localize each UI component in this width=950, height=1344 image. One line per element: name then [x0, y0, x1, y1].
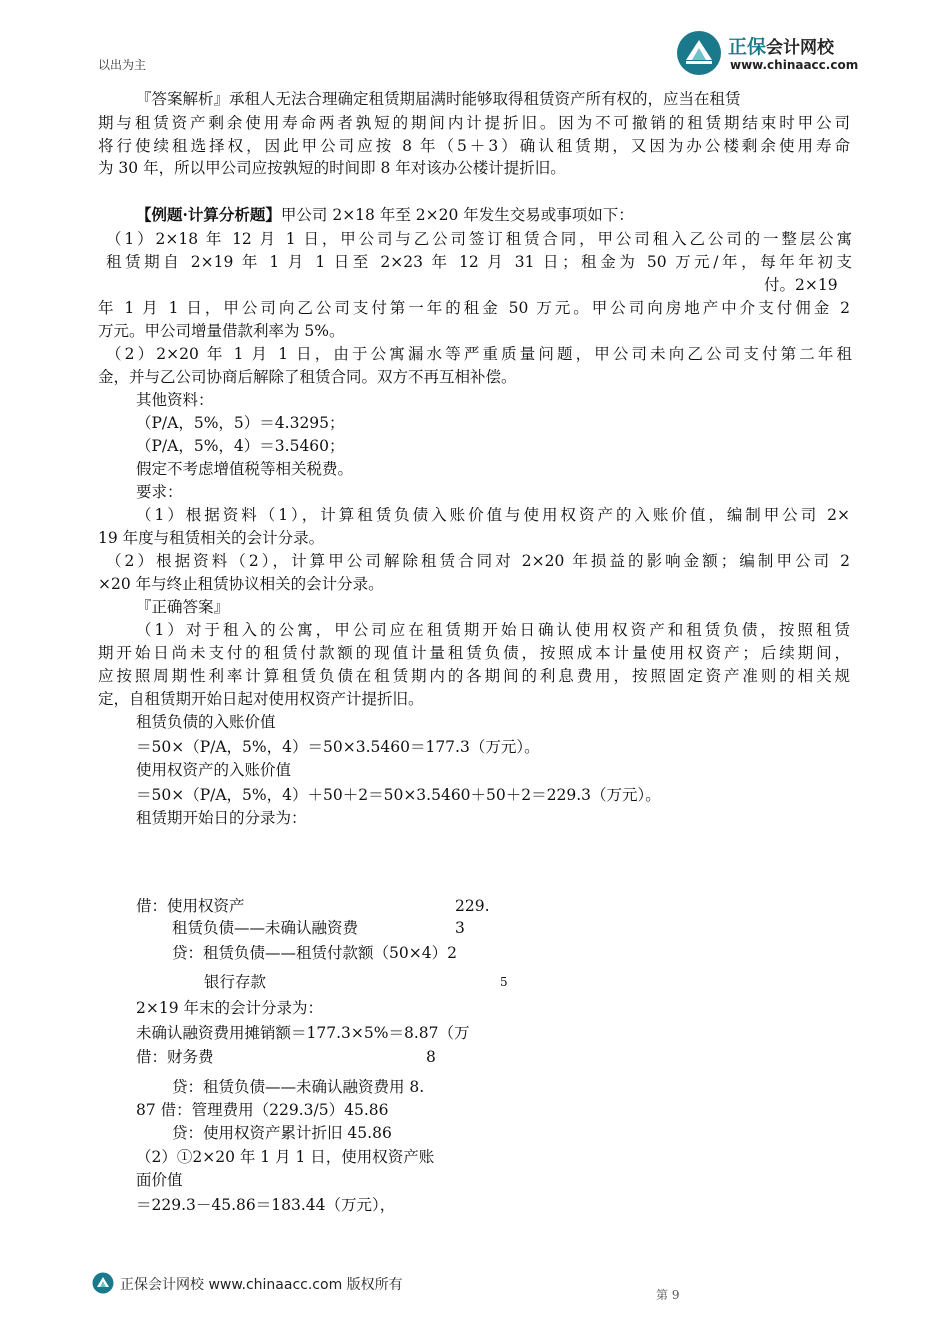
entry-credit-liability: 贷：租赁负债——租赁付款额（50×4）2: [172, 944, 457, 962]
brand-logo[interactable]: [676, 28, 866, 76]
rou-asset-formula: ＝50×（P/A，5%，4）＋50＋2＝50×3.5460＋50＋2＝229.3（万元）。: [136, 786, 661, 804]
answer-line-4: 定，自租赁期开始日起对使用权资产计提折旧。: [98, 690, 424, 708]
tax-assumption: 假定不考虑增值税等相关税费。: [136, 460, 354, 478]
item2-line-1: （2）2×20 年 1 月 1 日，由于公寓漏水等严重质量问题，甲公司未向乙公司支付第二年租: [106, 345, 852, 363]
item1-line-2: 租赁期自 2×19 年 1 月 1 日至 2×23 年 12 月 31 日；租金为 50 万元/年，每年年初支: [106, 253, 852, 271]
explanation-line-3: 将行使续租选择权，因此甲公司应按 8 年（5＋3）确认租赁期，又因为办公楼剩余使用寿命: [98, 137, 850, 155]
part2-line-1: （2）①2×20 年 1 月 1 日，使用权资产账: [136, 1148, 435, 1166]
entry-credit-bank: 银行存款: [204, 973, 267, 991]
formula-pa-5: （P/A，5%，5）＝4.3295；: [136, 414, 345, 432]
item2-line-2: 金，并与乙公司协商后解除了租赁合同。双方不再互相补偿。: [98, 368, 517, 386]
entry-debit-rou: 借：使用权资产: [136, 897, 245, 915]
explanation-line-1: 『答案解析』承租人无法合理确定租赁期届满时能够取得租赁资产所有权的，应当在租赁: [136, 90, 741, 108]
explanation-line-2: 期与租赁资产剩余使用寿命两者孰短的期间内计提折旧。因为不可撤销的租赁期结束时甲公司: [98, 114, 850, 132]
part2-line-2: 面价值: [136, 1171, 183, 1189]
req1-line-1: （1）根据资料（1），计算租赁负债入账价值与使用权资产的入账价值，编制甲公司 2×: [136, 506, 850, 524]
item1-line-4: 年 1 月 1 日，甲公司向乙公司支付第一年的租金 50 万元。甲公司向房地产中介支付佣金 2: [98, 299, 850, 317]
logo-name: 正保: [728, 36, 767, 58]
entry-debit-rou-amount: 229.: [455, 897, 490, 915]
requirements-label: 要求：: [136, 483, 183, 501]
cut-off-heading: 以出为主: [98, 58, 147, 72]
logo-name-suffix: 会计网校: [766, 38, 835, 58]
answer-line-2: 期开始日尚未支付的租赁付款额的现值计量租赁负债，按照成本计量使用权资产；后续期间，: [98, 644, 850, 662]
item1-line-3: 付。2×19: [764, 276, 838, 294]
example-heading: [136, 204, 634, 226]
entry-debit-finance: 借：财务费: [136, 1048, 214, 1066]
footer-copyright: 正保会计网校 www.chinaacc.com 版权所有: [120, 1277, 403, 1293]
part2-line-3: ＝229.3－45.86＝183.44（万元），: [136, 1196, 396, 1214]
entry-debit-unrecognized: 租赁负债——未确认融资费: [172, 919, 359, 937]
entry-intro: 租赁期开始日的分录为：: [136, 809, 307, 827]
lease-liability-formula: ＝50×（P/A，5%，4）＝50×3.5460＝177.3（万元）。: [136, 738, 540, 756]
logo-title: [728, 32, 834, 59]
req2-line-1: （2）根据资料（2），计算甲公司解除租赁合同对 2×20 年损益的影响金额；编制甲公司 2: [106, 552, 850, 570]
entry-debit-admin: 87 借：管理费用（229.3/5）45.86: [136, 1101, 389, 1119]
entry-credit-depreciation: 贷：使用权资产累计折旧 45.86: [172, 1124, 392, 1142]
amortization-formula: 未确认融资费用摊销额＝177.3×5%＝8.87（万: [136, 1024, 470, 1042]
req1-line-2: 19 年度与租赁相关的会计分录。: [98, 529, 325, 547]
logo-url: www.chinaacc.com: [730, 58, 859, 72]
example-intro: 甲公司 2×18 年至 2×20 年发生交易或事项如下：: [280, 206, 634, 224]
footer: [92, 1270, 452, 1296]
rou-asset-label: 使用权资产的入账价值: [136, 761, 292, 779]
year-end-entry-heading: 2×19 年末的会计分录为：: [136, 999, 323, 1017]
answer-line-3: 应按照周期性利率计算租赁负债在租赁期内的各期间的利息费用，按照固定资产准则的相关规: [98, 667, 850, 685]
footer-logo-icon: [92, 1272, 114, 1294]
req2-line-2: ×20 年与终止租赁协议相关的会计分录。: [98, 575, 384, 593]
explanation-line-4: 为 30 年，所以甲公司应按孰短的时间即 8 年对该办公楼计提折旧。: [98, 159, 566, 177]
answer-label: 『正确答案』: [136, 598, 230, 616]
lease-liability-label: 租赁负债的入账价值: [136, 713, 276, 731]
page-number: 第 9: [656, 1288, 680, 1302]
entry-debit-unrecognized-amount: 3: [455, 919, 465, 937]
logo-badge-icon: [676, 30, 722, 76]
entry-credit-unrecognized: 贷：租赁负债——未确认融资费用 8.: [172, 1078, 425, 1096]
other-info-label: 其他资料：: [136, 391, 214, 409]
item1-line-1: （1）2×18 年 12 月 1 日，甲公司与乙公司签订租赁合同，甲公司租入乙公司的一整层公寓: [106, 230, 852, 248]
entry-debit-finance-amount: 8: [426, 1048, 436, 1066]
example-title: 【例题·计算分析题】: [136, 205, 281, 224]
answer-line-1: （1）对于租入的公寓，甲公司应在租赁期开始日确认使用权资产和租赁负债，按照租赁: [136, 621, 850, 639]
entry-credit-bank-amount: 5: [500, 975, 508, 989]
item1-line-5: 万元。甲公司增量借款利率为 5%。: [98, 322, 345, 340]
formula-pa-4: （P/A，5%，4）＝3.5460；: [136, 437, 345, 455]
